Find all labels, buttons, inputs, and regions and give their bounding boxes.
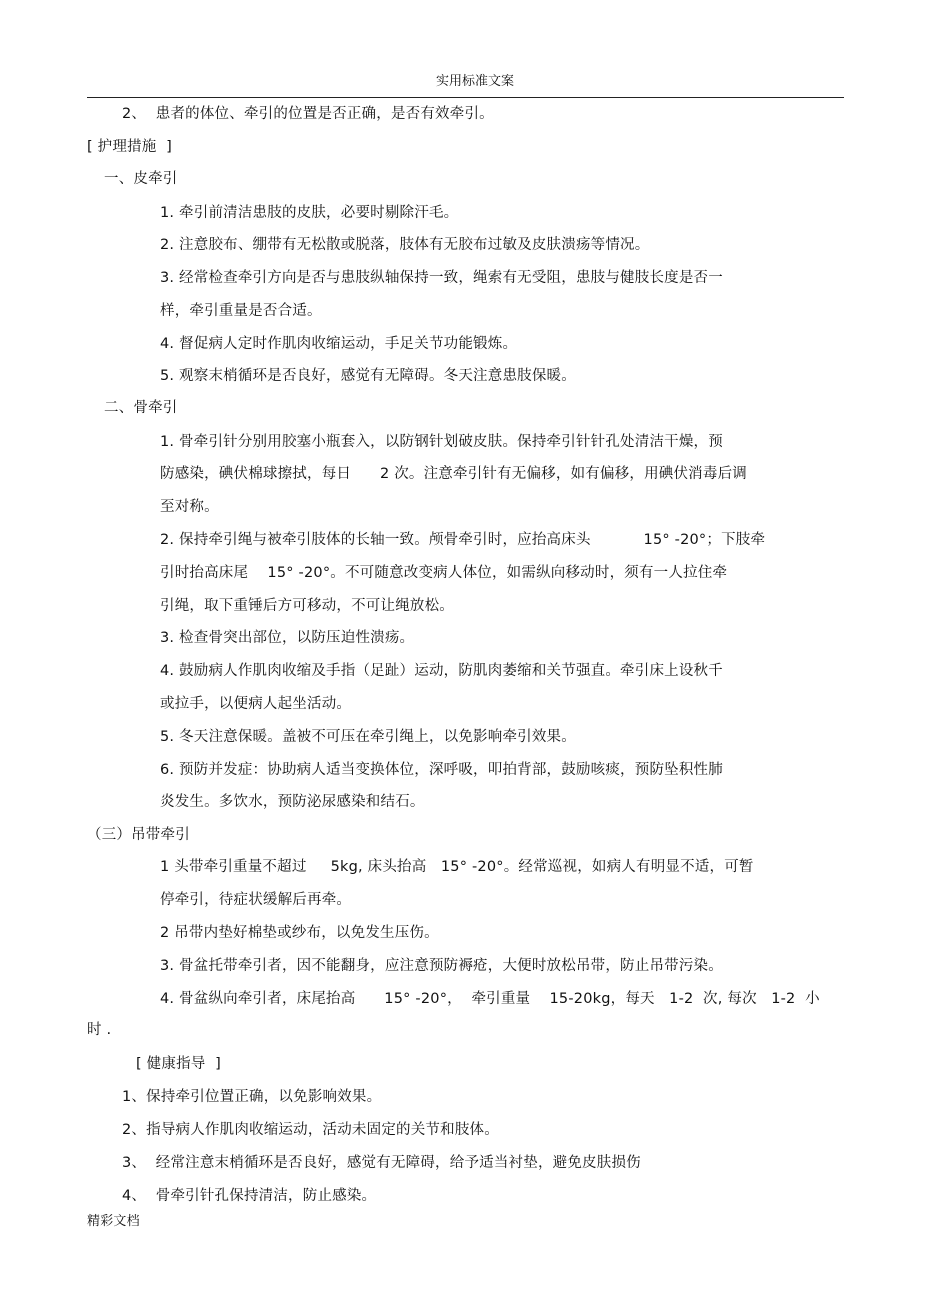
item-patient-position: 2、 患者的体位、牵引的位置是否正确，是否有效牵引。	[122, 106, 494, 122]
paragraph-line: 1 头带牵引重量不超过 5kg, 床头抬高 15° -20°。经常巡视，如病人有明显不适，可暂	[160, 859, 754, 875]
page-footer-text: 精彩文档	[87, 1214, 140, 1229]
paragraph-line: 5. 冬天注意保暖。盖被不可压在牵引绳上，以免影响牵引效果。	[160, 729, 576, 745]
guidance-item: 4、 骨牵引针孔保持清洁，防止感染。	[122, 1188, 377, 1204]
paragraph-line: 1. 牵引前清洁患肢的皮肤，必要时剔除汗毛。	[160, 205, 459, 221]
paragraph-line: 5. 观察末梢循环是否良好，感觉有无障碍。冬天注意患肢保暖。	[160, 368, 576, 384]
paragraph-line: 3. 骨盆托带牵引者，因不能翻身，应注意预防褥疮，大便时放松吊带，防止吊带污染。	[160, 958, 723, 974]
guidance-item: 2、指导病人作肌肉收缩运动，活动未固定的关节和肢体。	[122, 1122, 499, 1138]
paragraph-line: 4. 鼓励病人作肌肉收缩及手指（足趾）运动，防肌肉萎缩和关节强直。牵引床上设秋千	[160, 663, 723, 679]
guidance-item: 3、 经常注意末梢循环是否良好，感觉有无障碍，给予适当衬垫，避免皮肤损伤	[122, 1155, 641, 1171]
paragraph-line: 1. 骨牵引针分别用胶塞小瓶套入，以防钢针划破皮肤。保持牵引针针孔处清洁干燥，预	[160, 434, 723, 450]
subheading-bone-traction: 二、骨牵引	[104, 400, 178, 416]
subheading-skin-traction: 一、皮牵引	[104, 171, 178, 187]
header-divider	[87, 97, 844, 98]
paragraph-line: 引时抬高床尾 15° -20°。不可随意改变病人体位，如需纵向移动时，须有一人拉住牵	[160, 565, 728, 581]
paragraph-line: 样，牵引重量是否合适。	[160, 303, 322, 319]
paragraph-line: 3. 检查骨突出部位，以防压迫性溃疡。	[160, 630, 415, 646]
section-heading-health-guidance: [ 健康指导 ]	[136, 1056, 221, 1072]
paragraph-line: 炎发生。多饮水，预防泌尿感染和结石。	[160, 794, 425, 810]
guidance-item: 1、保持牵引位置正确，以免影响效果。	[122, 1089, 382, 1105]
paragraph-line: 4. 督促病人定时作肌肉收缩运动，手足关节功能锻炼。	[160, 336, 518, 352]
paragraph-line: 2 吊带内垫好棉垫或纱布，以免发生压伤。	[160, 925, 439, 941]
paragraph-line: 6. 预防并发症：协助病人适当变换体位，深呼吸，叩拍背部，鼓励咳痰，预防坠积性肺	[160, 762, 723, 778]
paragraph-line: 防感染，碘伏棉球擦拭，每日 2 次。注意牵引针有无偏移，如有偏移，用碘伏消毒后调	[160, 466, 747, 482]
paragraph-line: 或拉手，以便病人起坐活动。	[160, 696, 352, 712]
paragraph-line: 至对称。	[160, 499, 219, 515]
section-heading-nursing-measures: [ 护理措施 ]	[87, 139, 172, 155]
paragraph-line: 2. 保持牵引绳与被牵引肢体的长轴一致。颅骨牵引时，应抬高床头 15° -20°；下肢牵	[160, 532, 766, 548]
paragraph-line: 引绳，取下重锤后方可移动，不可让绳放松。	[160, 598, 454, 614]
paragraph-line: 4. 骨盆纵向牵引者，床尾抬高 15° -20°， 牵引重量 15-20kg，每天 1-2 次, 每次 1-2 小	[160, 991, 820, 1007]
paragraph-line: 3. 经常检查牵引方向是否与患肢纵轴保持一致，绳索有无受阻，患肢与健肢长度是否一	[160, 270, 723, 286]
paragraph-line: 时 .	[87, 1022, 112, 1038]
subheading-sling-traction: （三）吊带牵引	[87, 827, 190, 843]
page-header-title: 实用标准文案	[435, 74, 514, 89]
paragraph-line: 2. 注意胶布、绷带有无松散或脱落，肢体有无胶布过敏及皮肤溃疡等情况。	[160, 237, 650, 253]
paragraph-line: 停牵引，待症状缓解后再牵。	[160, 892, 352, 908]
